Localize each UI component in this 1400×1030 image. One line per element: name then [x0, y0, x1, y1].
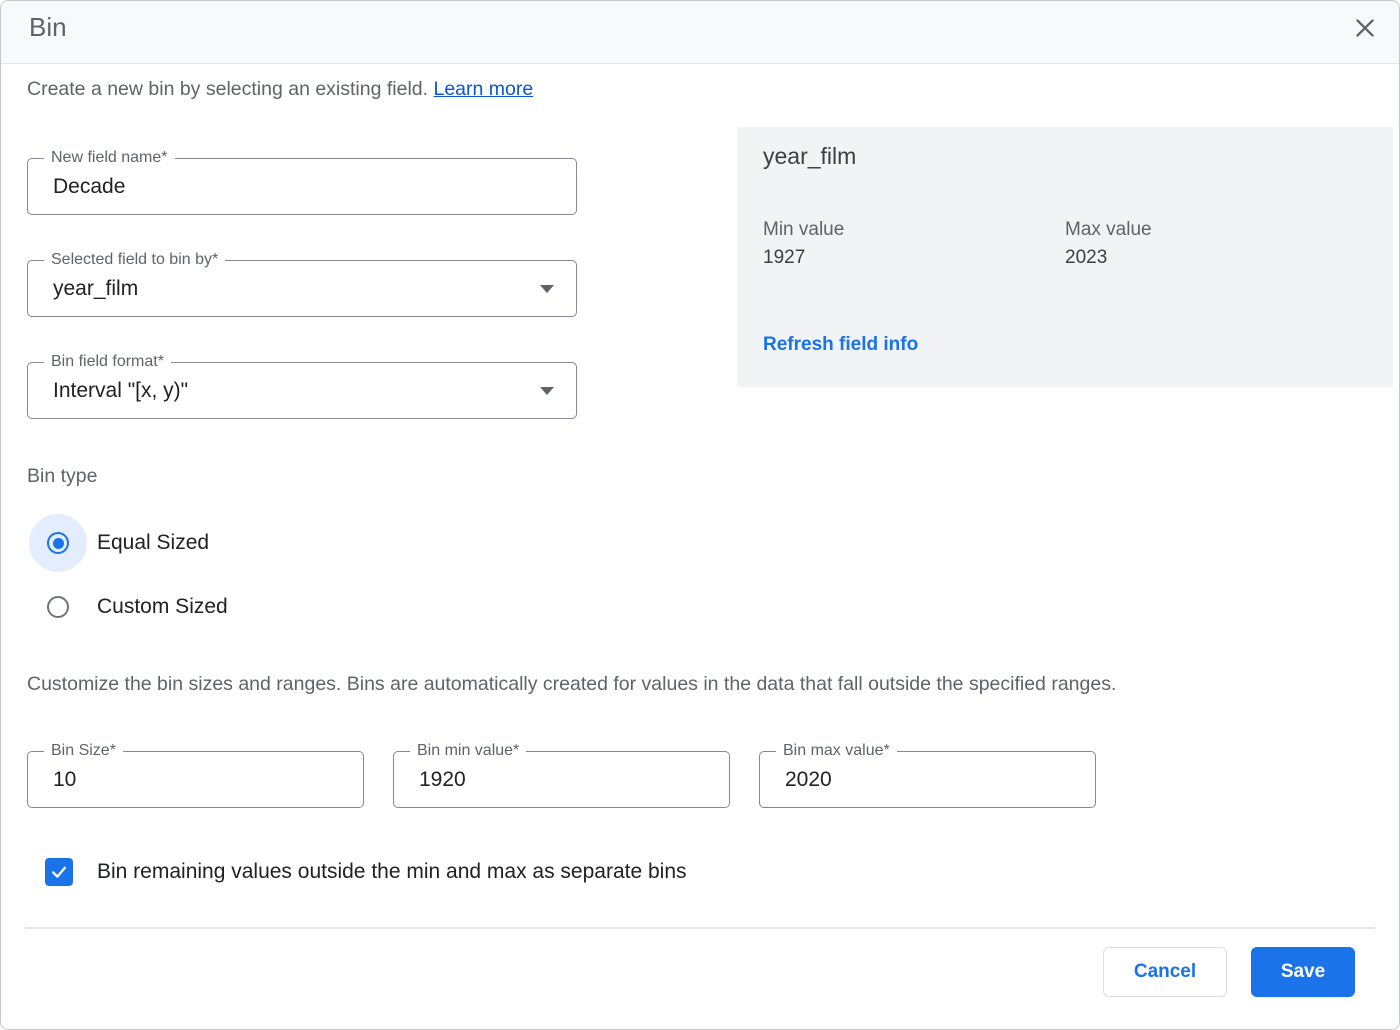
selected-field-label: Selected field to bin by* [44, 251, 225, 269]
bin-field-format-value: Interval "[x, y)" [53, 378, 189, 402]
bin-field-format-dropdown[interactable] [27, 353, 577, 419]
bin-min-value-input[interactable] [419, 752, 685, 807]
refresh-field-info-link[interactable]: Refresh field info [763, 334, 919, 355]
close-icon[interactable] [1351, 14, 1379, 42]
checkmark-icon [49, 862, 69, 882]
bin-size-label: Bin Size* [44, 742, 123, 760]
bin-max-value-input[interactable] [785, 752, 1051, 807]
bin-field-format-label: Bin field format* [44, 353, 171, 371]
bin-min-value-label: Bin min value* [410, 742, 526, 760]
dialog-title: Bin [29, 12, 67, 42]
radio-equal-sized-label[interactable]: Equal Sized [97, 531, 210, 554]
radio-custom-sized[interactable] [47, 596, 69, 618]
intro-text [27, 78, 533, 101]
customize-description: Customize the bin sizes and ranges. Bins are automatically created for values in the data that fall outside the specified ranges. [27, 673, 1117, 695]
new-field-name-input[interactable] [53, 159, 532, 214]
field-info-panel [737, 127, 1393, 387]
intro-sentence: Create a new bin by selecting an existing field. [27, 78, 434, 100]
dialog-header [1, 1, 1399, 64]
bin-size-input[interactable] [53, 752, 319, 807]
min-value: 1927 [763, 247, 806, 268]
bin-max-value-field [759, 742, 1096, 808]
min-value-block [763, 219, 844, 269]
bin-max-value-label: Bin max value* [776, 742, 897, 760]
min-value-label: Min value [763, 219, 845, 240]
field-info-title: year_film [763, 143, 857, 169]
radio-custom-sized-label[interactable]: Custom Sized [97, 595, 228, 618]
remaining-values-checkbox[interactable] [45, 858, 73, 886]
max-value-label: Max value [1065, 219, 1152, 240]
max-value-block [1065, 219, 1152, 269]
footer-divider [25, 927, 1375, 929]
cancel-button[interactable]: Cancel [1103, 947, 1227, 997]
chevron-down-icon [540, 285, 554, 293]
bin-min-value-field [393, 742, 730, 808]
learn-more-link[interactable]: Learn more [433, 78, 534, 100]
bin-size-field [27, 742, 364, 808]
chevron-down-icon [540, 387, 554, 395]
selected-field-value: year_film [53, 276, 139, 300]
selected-field-dropdown[interactable] [27, 251, 577, 317]
radio-equal-sized[interactable] [47, 532, 69, 554]
new-field-name-field [27, 149, 577, 215]
remaining-values-checkbox-label[interactable]: Bin remaining values outside the min and max as separate bins [97, 860, 687, 883]
max-value: 2023 [1065, 247, 1108, 268]
save-button[interactable]: Save [1251, 947, 1355, 997]
bin-type-label: Bin type [27, 465, 98, 487]
new-field-name-label: New field name* [44, 149, 175, 167]
